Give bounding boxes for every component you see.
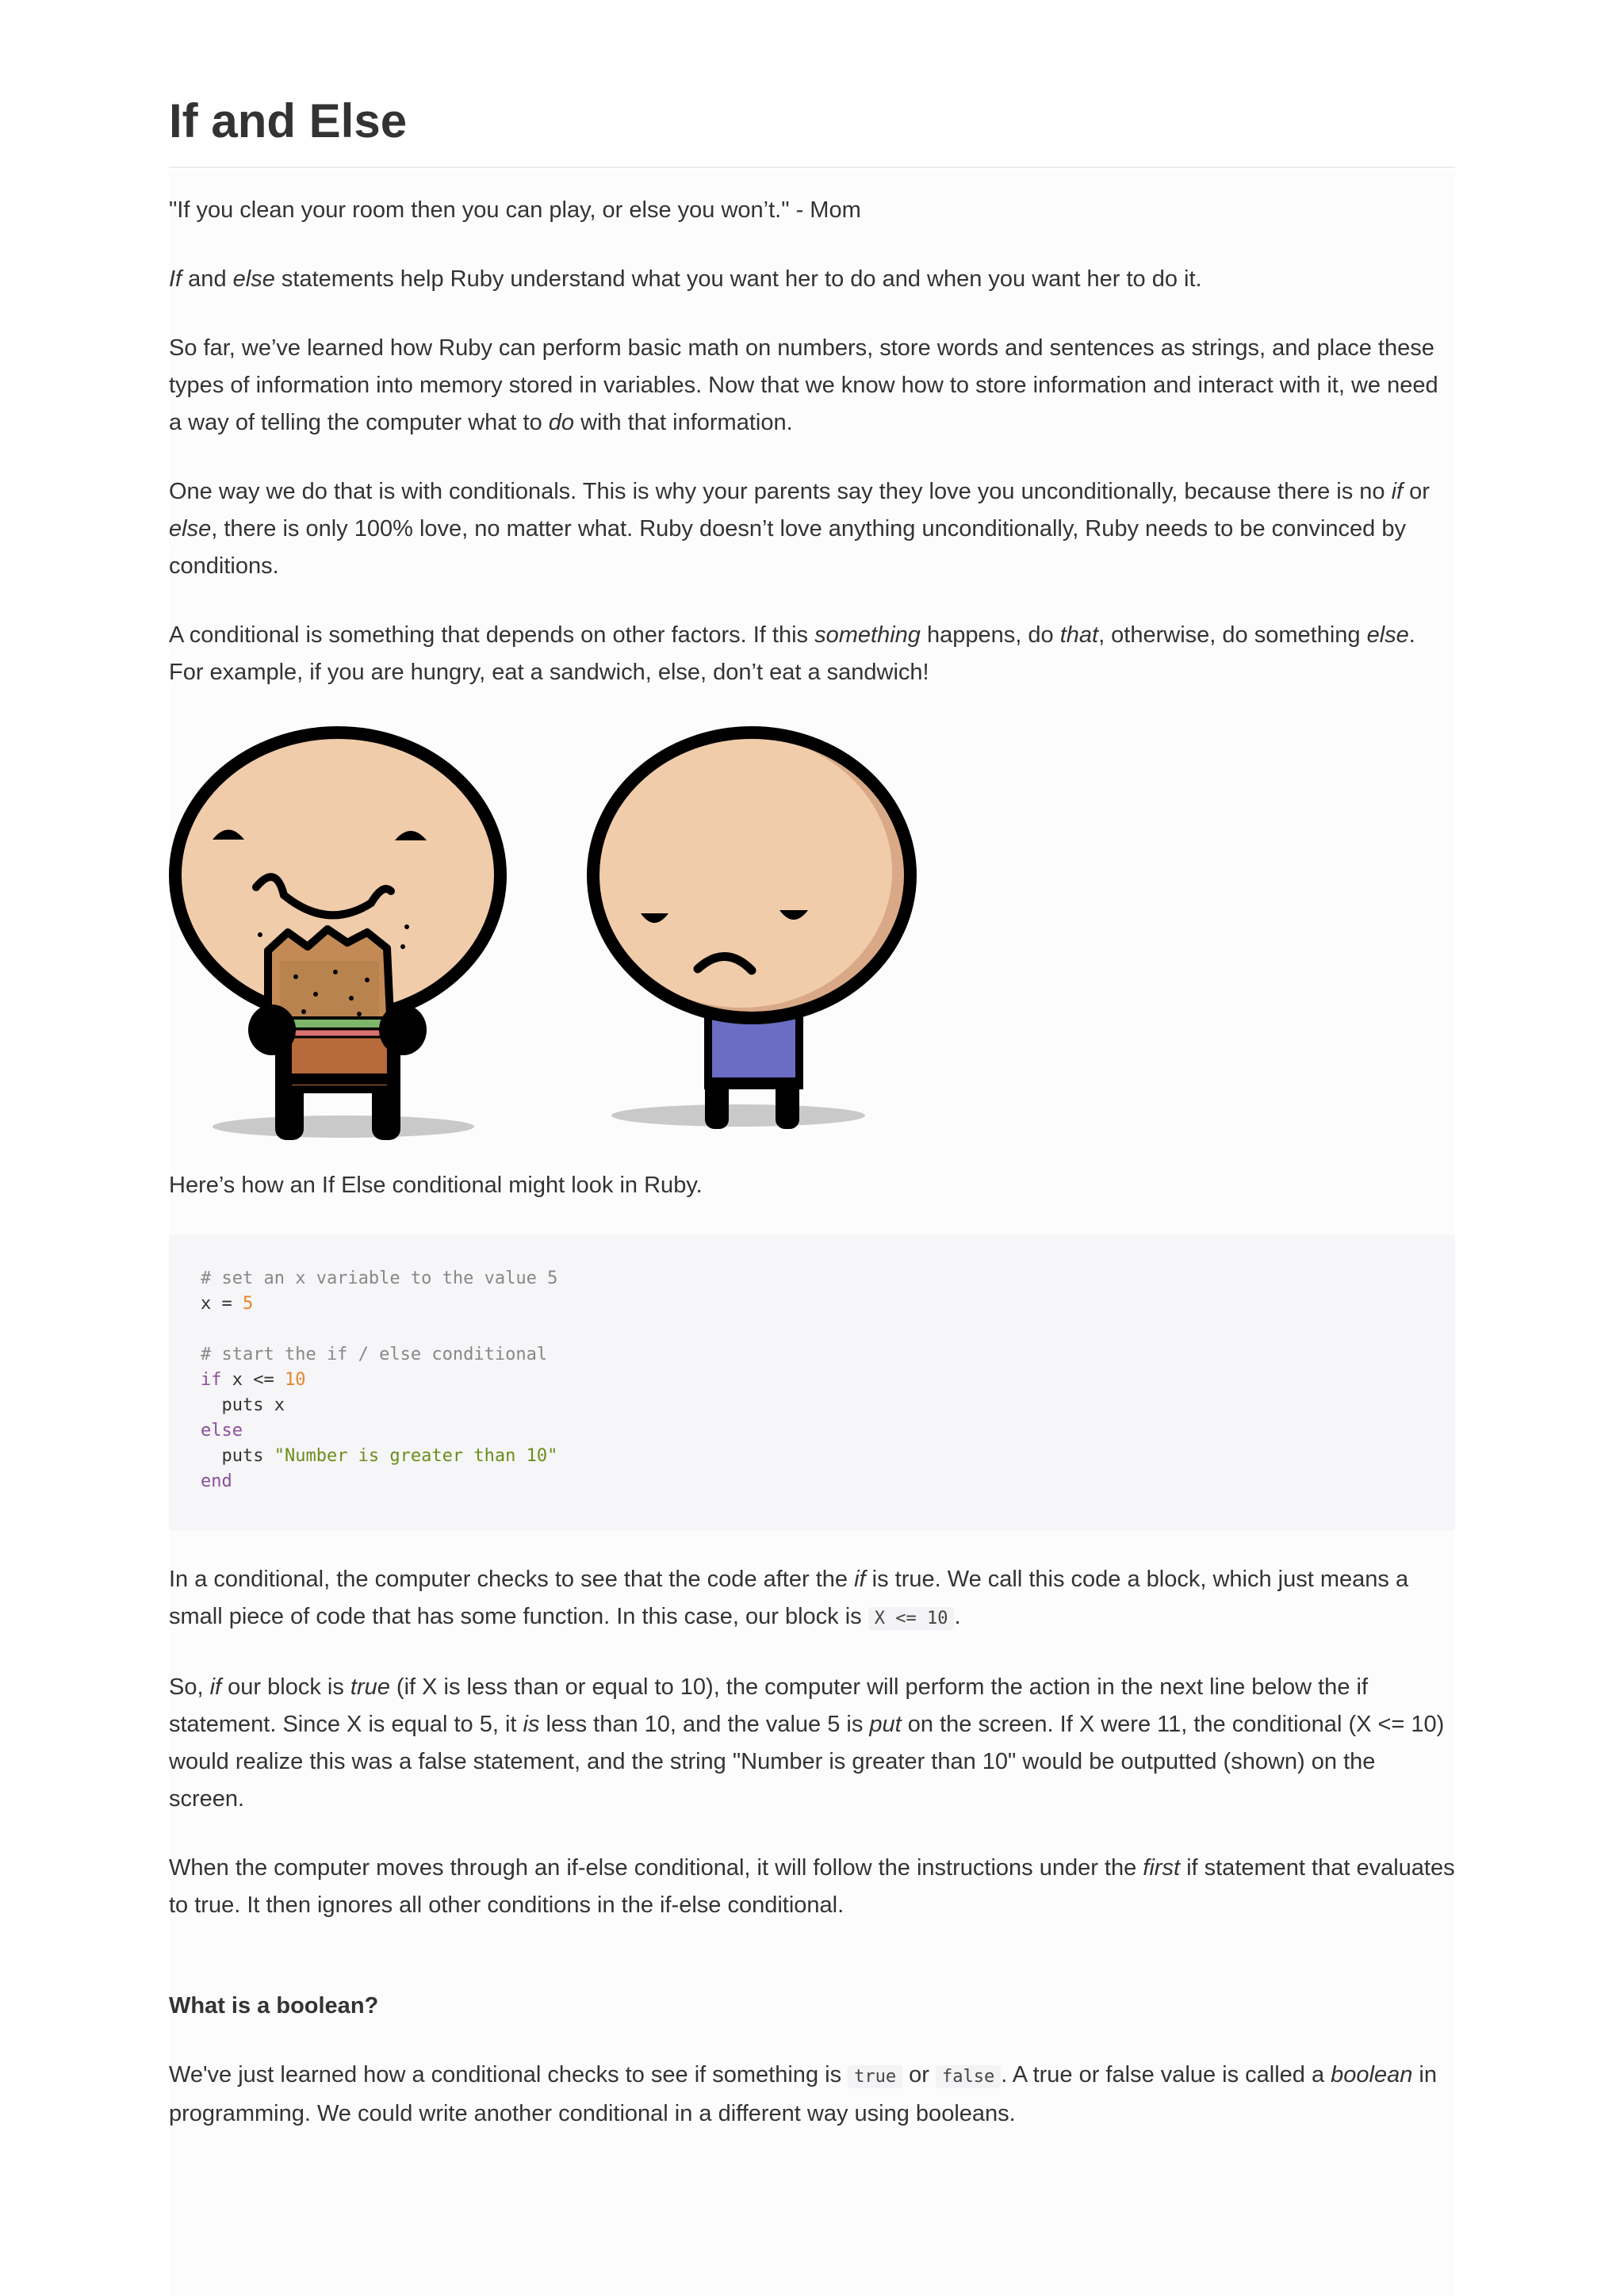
code-line-7 xyxy=(201,1418,1423,1444)
is-word: is xyxy=(523,1712,540,1737)
if-word: if xyxy=(209,1674,222,1700)
else-word: else xyxy=(232,266,275,292)
boolean-paragraph xyxy=(169,2057,1455,2133)
cond-mid2: , otherwise, do something xyxy=(1098,622,1367,648)
put-word: put xyxy=(869,1712,902,1737)
boolean-before: We've just learned how a conditional checks to see if something is xyxy=(169,2062,848,2087)
one-way-after: , there is only 100% love, no matter what. Ruby doesn’t love anything unconditionally, Ruby needs to be convinced by conditions. xyxy=(169,516,1406,579)
block-mid: is true. We call this code a block, which just means a small piece of code that has some function. In this case, our block is xyxy=(169,1567,1409,1629)
code-string: "Number is greater than 10" xyxy=(274,1446,558,1466)
ruby-code-block xyxy=(169,1234,1455,1531)
so-if-so: So, xyxy=(169,1674,210,1700)
that-word: that xyxy=(1059,622,1099,648)
so-if-mid1: our block is xyxy=(221,1674,350,1700)
code-line-9 xyxy=(201,1469,1423,1494)
intro-paragraph xyxy=(169,261,1455,298)
inline-code-true: true xyxy=(848,2065,902,2088)
code-text: x <= xyxy=(221,1370,285,1390)
so-if-after: on the screen. If X were 11, the conditional (X <= 10) would realize this was a false statement, and the string "Number is greater than 10" would be outputted (shown) on the screen. xyxy=(169,1712,1445,1812)
code-line-6: puts x xyxy=(201,1395,285,1415)
something-word: something xyxy=(814,622,921,648)
code-keyword: end xyxy=(201,1471,232,1491)
code-keyword: else xyxy=(201,1421,243,1441)
happy-character-eating-sandwich xyxy=(175,733,500,1140)
code-line-4 xyxy=(201,1342,1423,1368)
code-text: x = xyxy=(201,1294,243,1314)
if-word: if xyxy=(854,1567,866,1592)
first-word: first xyxy=(1143,1855,1181,1881)
sandwich-illustration xyxy=(169,725,1455,1159)
so-if-paragraph xyxy=(169,1669,1455,1818)
mom-quote: "If you clean your room then you can play, or else you won’t." - Mom xyxy=(169,197,861,223)
code-comment: # start the if / else conditional xyxy=(201,1345,548,1364)
code-line-1 xyxy=(201,1266,1423,1292)
code-comment: # set an x variable to the value 5 xyxy=(201,1269,558,1288)
code-line-5 xyxy=(201,1368,1423,1393)
sad-character-without-sandwich xyxy=(591,733,910,1129)
moves-paragraph xyxy=(169,1850,1455,1924)
page-title: If and Else xyxy=(169,89,1455,168)
boolean-word: boolean xyxy=(1331,2062,1413,2087)
so-if-mid3: less than 10, and the value 5 is xyxy=(539,1712,870,1737)
code-number: 5 xyxy=(242,1294,254,1314)
code-text: puts xyxy=(201,1446,274,1466)
block-paragraph xyxy=(169,1561,1455,1637)
boolean-heading: What is a boolean? xyxy=(169,1993,379,2019)
cond-before: A conditional is something that depends on other factors. If this xyxy=(169,622,815,648)
code-number: 10 xyxy=(284,1370,306,1390)
intro-rest: statements help Ruby understand what you want her to do and when you want her to do it. xyxy=(274,266,1202,292)
code-line-2 xyxy=(201,1292,1423,1317)
moves-before: When the computer moves through an if-else conditional, it will follow the instructions under the xyxy=(169,1855,1143,1881)
so-far-after: with that information. xyxy=(574,410,793,435)
cond-mid1: happens, do xyxy=(920,622,1060,648)
inline-code-block: X <= 10 xyxy=(868,1607,955,1630)
so-far-before: So far, we’ve learned how Ruby can perform basic math on numbers, store words and sentences as strings, and place these types of information into memory stored in variables. Now that we know how to store information and interact with it, we need a way of telling the computer what to xyxy=(169,335,1438,435)
block-after: . xyxy=(954,1604,961,1629)
inline-code-false: false xyxy=(936,2065,1001,2088)
code-keyword: if xyxy=(201,1370,222,1390)
block-before: In a conditional, the computer checks to see that the code after the xyxy=(169,1567,855,1592)
illustration-svg xyxy=(169,725,962,1159)
one-way-before: One way we do that is with conditionals. This is why your parents say they love you unconditionally, because there is no xyxy=(169,479,1392,504)
so-if-mid2: (if X is less than or equal to 10), the computer will perform the action in the next line below the if statement. Since X is equal to 5, it xyxy=(169,1674,1368,1737)
boolean-or: or xyxy=(902,2062,936,2087)
boolean-mid: . A true or false value is called a xyxy=(1001,2062,1331,2087)
true-word: true xyxy=(350,1674,390,1700)
else-word: else xyxy=(1366,622,1409,648)
so-far-paragraph xyxy=(169,330,1455,442)
if-word: if xyxy=(1391,479,1404,504)
code-line-8 xyxy=(201,1444,1423,1469)
cond-after: . For example, if you are hungry, eat a sandwich, else, don’t eat a sandwich! xyxy=(169,622,1415,685)
do-word: do xyxy=(548,410,575,435)
one-way-paragraph xyxy=(169,473,1455,585)
boolean-after: in programming. We could write another conditional in a different way using booleans. xyxy=(169,2062,1438,2126)
code-intro-paragraph: Here’s how an If Else conditional might look in Ruby. xyxy=(169,1173,703,1198)
conditional-definition-paragraph xyxy=(169,617,1455,691)
moves-after: if statement that evaluates to true. It then ignores all other conditions in the if-else conditional. xyxy=(169,1855,1455,1918)
if-word: If xyxy=(169,266,182,292)
else-word: else xyxy=(169,516,212,541)
intro-and: and xyxy=(182,266,233,292)
code-line-3 xyxy=(201,1317,1423,1342)
one-way-or: or xyxy=(1403,479,1430,504)
article xyxy=(169,89,1455,2133)
